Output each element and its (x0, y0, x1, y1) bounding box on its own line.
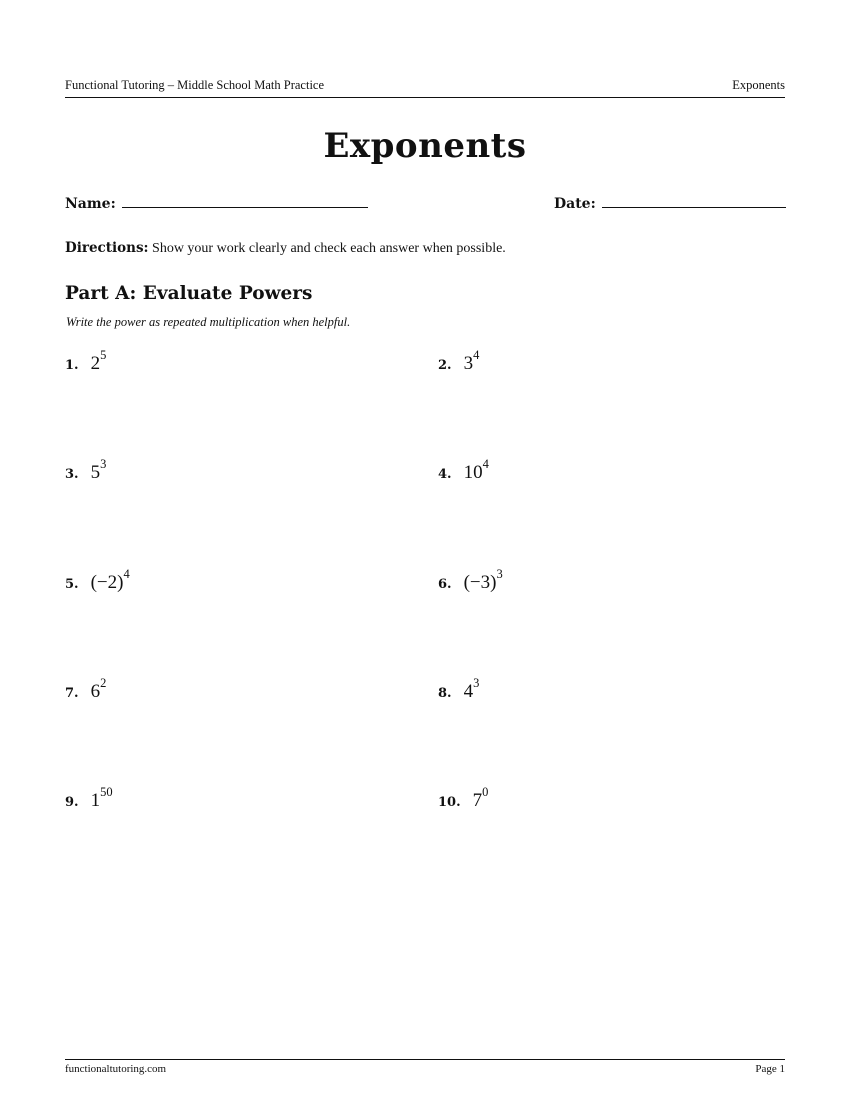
problem-item (65, 456, 107, 484)
power-base: (−2) (90, 572, 124, 593)
power-base: 5 (90, 462, 101, 483)
problem-item (438, 675, 480, 703)
problem-number: 6. (438, 577, 452, 592)
problem-number: 2. (438, 358, 452, 373)
power-exponent: 50 (100, 784, 113, 799)
power-base: 2 (90, 353, 101, 374)
problem-number: 8. (438, 686, 452, 701)
section-title-part-a: Part A: Evaluate Powers (65, 283, 313, 304)
problem-number: 5. (65, 577, 79, 592)
power-exponent: 3 (496, 566, 503, 581)
power-exponent: 0 (482, 784, 489, 799)
power-exponent: 4 (123, 566, 130, 581)
problem-item (438, 347, 480, 375)
power-exponent: 3 (100, 456, 107, 471)
problem-expression (463, 347, 480, 375)
problem-expression (463, 456, 489, 484)
directions-label: Directions: (65, 240, 149, 256)
power-base: (−3) (463, 572, 497, 593)
power-base: 7 (472, 790, 483, 811)
running-header (65, 77, 785, 98)
power-base: 10 (463, 462, 483, 483)
power-base: 1 (90, 790, 101, 811)
date-field[interactable] (554, 196, 786, 212)
header-left-text: Functional Tutoring – Middle School Math Practice (65, 78, 325, 92)
power-exponent: 4 (473, 347, 480, 362)
name-blank-line[interactable] (122, 207, 368, 208)
problem-item (65, 675, 107, 703)
header-right-text: Exponents (732, 78, 785, 92)
power-exponent: 2 (100, 675, 107, 690)
problem-item (65, 347, 107, 375)
section-subtitle-part-a: Write the power as repeated multiplication when helpful. (66, 315, 351, 329)
footer-page-number: Page 1 (755, 1063, 785, 1075)
power-base: 6 (90, 681, 101, 702)
name-label: Name: (65, 196, 116, 212)
power-base: 3 (463, 353, 474, 374)
problem-number: 9. (65, 795, 79, 810)
problem-number: 3. (65, 467, 79, 482)
problem-expression (90, 784, 113, 812)
page-title: Exponents (323, 126, 527, 166)
footer-website: functionaltutoring.com (65, 1063, 167, 1075)
problem-number: 1. (65, 358, 79, 373)
power-exponent: 4 (482, 456, 489, 471)
directions-text: Show your work clearly and check each answer when possible. (148, 241, 506, 256)
page-footer (65, 1059, 785, 1078)
problem-number: 10. (438, 795, 461, 810)
problem-expression (90, 675, 107, 703)
problem-expression (463, 675, 480, 703)
problem-expression (90, 566, 130, 594)
power-base: 4 (463, 681, 474, 702)
date-label: Date: (554, 196, 596, 212)
directions (65, 240, 506, 257)
date-blank-line[interactable] (602, 207, 786, 208)
problem-item (438, 784, 489, 812)
name-field[interactable] (65, 196, 368, 212)
problem-expression (463, 566, 503, 594)
problem-item (65, 784, 113, 812)
problem-expression (90, 347, 107, 375)
problem-number: 4. (438, 467, 452, 482)
problem-item (438, 456, 489, 484)
problem-item (438, 566, 503, 594)
problem-expression (472, 784, 489, 812)
power-exponent: 3 (473, 675, 480, 690)
problem-expression (90, 456, 107, 484)
power-exponent: 5 (100, 347, 107, 362)
problem-item (65, 566, 130, 594)
problem-number: 7. (65, 686, 79, 701)
